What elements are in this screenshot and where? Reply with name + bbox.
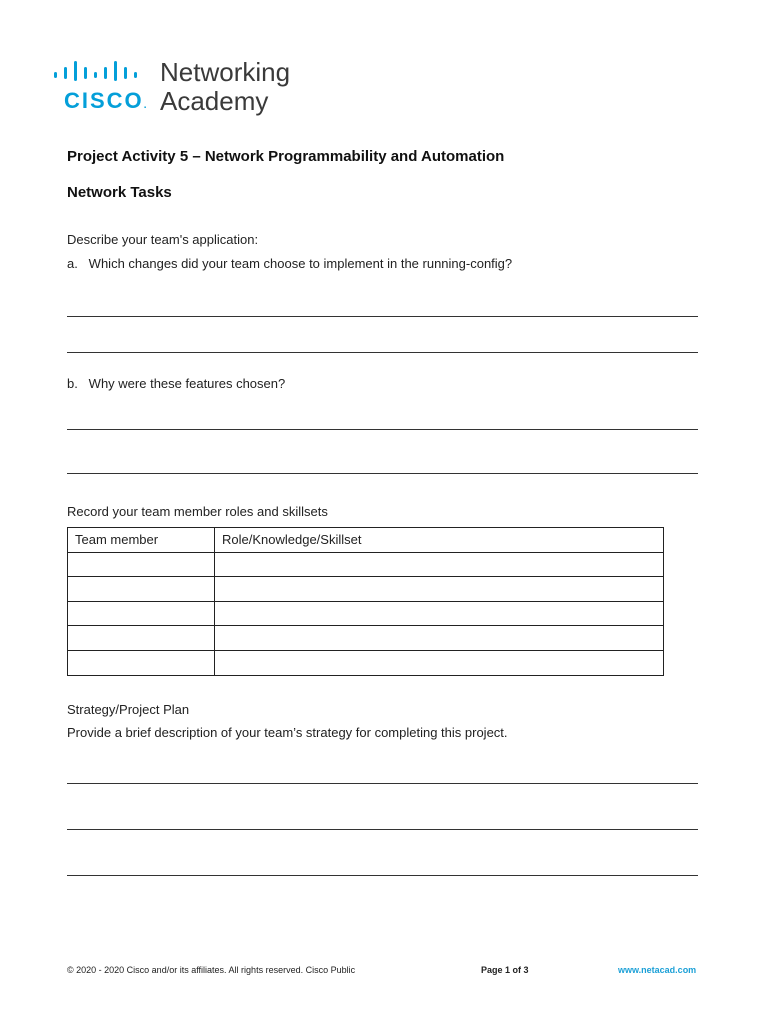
cisco-wordmark: CISCO.	[64, 88, 147, 113]
answer-line-strategy-2[interactable]	[67, 829, 698, 830]
team-member-cell[interactable]	[68, 552, 215, 577]
strategy-heading: Strategy/Project Plan	[67, 702, 190, 717]
roles-prompt: Record your team member roles and skillsets	[67, 504, 328, 519]
role-skillset-cell[interactable]	[215, 577, 664, 602]
table-row	[68, 650, 664, 675]
role-skillset-cell[interactable]	[215, 552, 664, 577]
document-title: Project Activity 5 – Network Programmability and Automation	[67, 148, 505, 165]
table-row	[68, 577, 664, 602]
answer-line-strategy-3[interactable]	[67, 875, 698, 876]
answer-line-b2[interactable]	[67, 473, 698, 474]
team-member-cell[interactable]	[68, 650, 215, 675]
roles-table	[67, 527, 664, 676]
header-role-skillset: Role/Knowledge/Skillset	[215, 528, 664, 553]
cisco-bridge-logo-icon	[54, 60, 146, 82]
role-skillset-cell[interactable]	[215, 626, 664, 651]
header-team-member: Team member	[68, 528, 215, 553]
cisco-wordmark-text: CISCO	[64, 88, 144, 113]
section-heading: Network Tasks	[67, 184, 172, 201]
logo-academy-text: Academy	[160, 86, 269, 116]
strategy-prompt: Provide a brief description of your team’s strategy for completing this project.	[67, 725, 508, 740]
table-header-row	[68, 528, 664, 553]
answer-line-strategy-1[interactable]	[67, 783, 698, 784]
answer-line-a1[interactable]	[67, 316, 698, 317]
role-skillset-cell[interactable]	[215, 650, 664, 675]
team-member-cell[interactable]	[68, 577, 215, 602]
table-row	[68, 552, 664, 577]
answer-line-b1[interactable]	[67, 429, 698, 430]
answer-line-a2[interactable]	[67, 352, 698, 353]
logo-networking-text: Networking	[160, 57, 291, 87]
question-a: a. Which changes did your team choose to implement in the running-config?	[67, 256, 513, 271]
team-member-cell[interactable]	[68, 601, 215, 626]
footer-page-number: Page 1 of 3	[481, 965, 529, 975]
table-row	[68, 601, 664, 626]
question-b: b. Why were these features chosen?	[67, 376, 286, 391]
role-skillset-cell[interactable]	[215, 601, 664, 626]
footer-copyright: © 2020 - 2020 Cisco and/or its affiliates. All rights reserved. Cisco Public	[67, 965, 356, 975]
describe-prompt: Describe your team's application:	[67, 232, 259, 247]
table-row	[68, 626, 664, 651]
footer-website-link[interactable]: www.netacad.com	[618, 965, 697, 975]
team-member-cell[interactable]	[68, 626, 215, 651]
